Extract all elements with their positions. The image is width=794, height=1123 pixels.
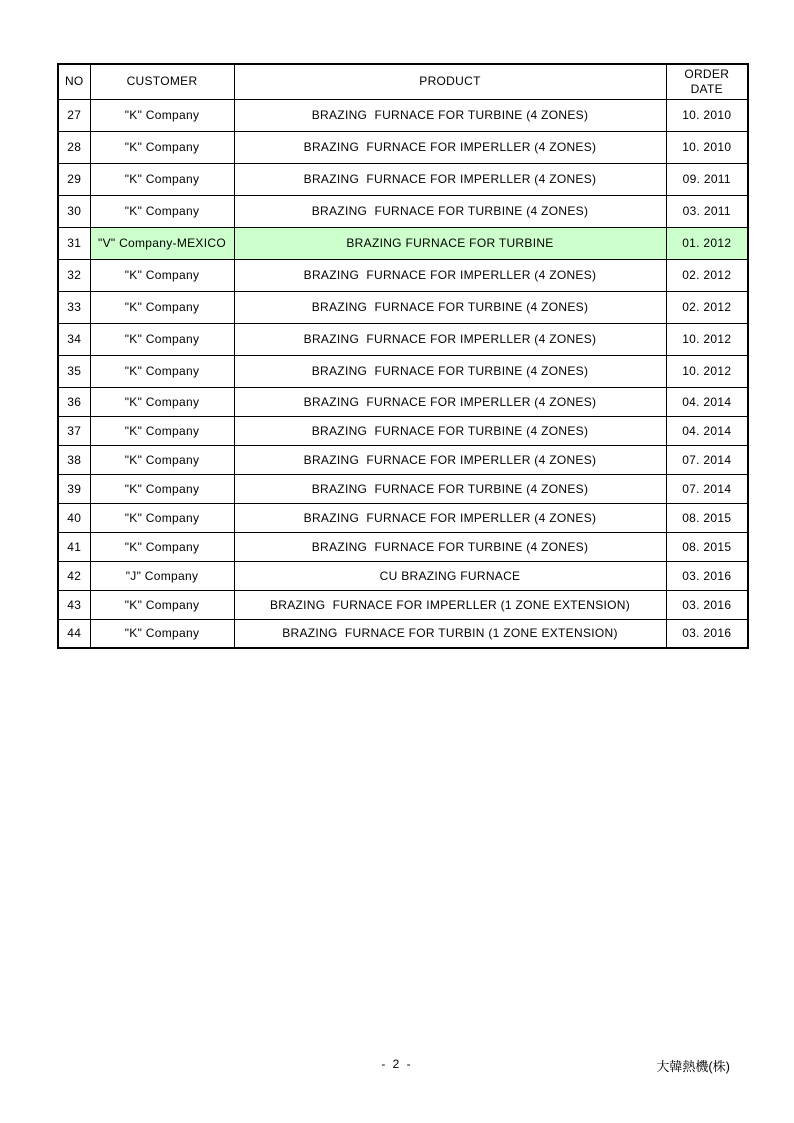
header-customer: CUSTOMER — [90, 64, 234, 99]
table-row — [58, 387, 748, 416]
cell-order-date: 02. 2012 — [666, 259, 748, 291]
cell-no: 34 — [58, 323, 90, 355]
cell-no: 27 — [58, 99, 90, 131]
table-row — [58, 445, 748, 474]
cell-order-date: 10. 2012 — [666, 355, 748, 387]
table-row — [58, 619, 748, 648]
cell-no: 35 — [58, 355, 90, 387]
cell-customer: "K" Company — [90, 387, 234, 416]
header-product: PRODUCT — [234, 64, 666, 99]
cell-order-date: 01. 2012 — [666, 227, 748, 259]
table-row — [58, 590, 748, 619]
cell-no: 43 — [58, 590, 90, 619]
cell-no: 31 — [58, 227, 90, 259]
cell-order-date: 04. 2014 — [666, 416, 748, 445]
table-row — [58, 291, 748, 323]
cell-customer: "J" Company — [90, 561, 234, 590]
order-reference-table — [57, 63, 749, 649]
cell-order-date: 09. 2011 — [666, 163, 748, 195]
table-row — [58, 355, 748, 387]
table-row — [58, 503, 748, 532]
table-row — [58, 131, 748, 163]
header-row — [58, 64, 748, 99]
cell-order-date: 10. 2012 — [666, 323, 748, 355]
table-row — [58, 474, 748, 503]
cell-product: BRAZING FURNACE FOR TURBINE (4 ZONES) — [234, 416, 666, 445]
cell-product: BRAZING FURNACE FOR IMPERLLER (1 ZONE EXTENSION) — [234, 590, 666, 619]
table-row — [58, 532, 748, 561]
cell-no: 36 — [58, 387, 90, 416]
order-table-body — [58, 99, 748, 648]
table-row — [58, 99, 748, 131]
cell-product: BRAZING FURNACE FOR IMPERLLER (4 ZONES) — [234, 503, 666, 532]
cell-customer: "K" Company — [90, 503, 234, 532]
cell-product: BRAZING FURNACE FOR TURBIN (1 ZONE EXTENSION) — [234, 619, 666, 648]
cell-product: CU BRAZING FURNACE — [234, 561, 666, 590]
cell-product: BRAZING FURNACE FOR TURBINE (4 ZONES) — [234, 291, 666, 323]
cell-customer: "K" Company — [90, 590, 234, 619]
cell-no: 32 — [58, 259, 90, 291]
table-row — [58, 416, 748, 445]
table-row — [58, 163, 748, 195]
cell-order-date: 10. 2010 — [666, 99, 748, 131]
cell-order-date: 08. 2015 — [666, 532, 748, 561]
cell-product: BRAZING FURNACE FOR TURBINE (4 ZONES) — [234, 195, 666, 227]
cell-no: 30 — [58, 195, 90, 227]
cell-product: BRAZING FURNACE FOR TURBINE (4 ZONES) — [234, 474, 666, 503]
cell-order-date: 07. 2014 — [666, 474, 748, 503]
cell-order-date: 03. 2016 — [666, 619, 748, 648]
cell-product: BRAZING FURNACE FOR IMPERLLER (4 ZONES) — [234, 259, 666, 291]
cell-product: BRAZING FURNACE FOR IMPERLLER (4 ZONES) — [234, 387, 666, 416]
cell-customer: "K" Company — [90, 355, 234, 387]
cell-product: BRAZING FURNACE FOR TURBINE (4 ZONES) — [234, 532, 666, 561]
cell-customer: "K" Company — [90, 291, 234, 323]
cell-order-date: 03. 2016 — [666, 561, 748, 590]
cell-customer: "K" Company — [90, 195, 234, 227]
cell-customer: "V" Company-MEXICO — [90, 227, 234, 259]
cell-product: BRAZING FURNACE FOR TURBINE (4 ZONES) — [234, 355, 666, 387]
cell-product: BRAZING FURNACE FOR IMPERLLER (4 ZONES) — [234, 445, 666, 474]
cell-no: 28 — [58, 131, 90, 163]
cell-customer: "K" Company — [90, 259, 234, 291]
table-row — [58, 195, 748, 227]
cell-no: 41 — [58, 532, 90, 561]
cell-customer: "K" Company — [90, 474, 234, 503]
cell-product: BRAZING FURNACE FOR IMPERLLER (4 ZONES) — [234, 163, 666, 195]
cell-no: 42 — [58, 561, 90, 590]
table-row — [58, 561, 748, 590]
page-number: - 2 - — [381, 1057, 413, 1071]
cell-order-date: 02. 2012 — [666, 291, 748, 323]
cell-customer: "K" Company — [90, 323, 234, 355]
cell-customer: "K" Company — [90, 163, 234, 195]
table-row — [58, 323, 748, 355]
cell-order-date: 10. 2010 — [666, 131, 748, 163]
footer-company-name: 大韓熱機(株) — [656, 1059, 730, 1074]
cell-product: BRAZING FURNACE FOR TURBINE — [234, 227, 666, 259]
header-no: NO — [58, 64, 90, 99]
cell-product: BRAZING FURNACE FOR IMPERLLER (4 ZONES) — [234, 131, 666, 163]
cell-order-date: 04. 2014 — [666, 387, 748, 416]
cell-product: BRAZING FURNACE FOR IMPERLLER (4 ZONES) — [234, 323, 666, 355]
cell-order-date: 07. 2014 — [666, 445, 748, 474]
cell-order-date: 03. 2016 — [666, 590, 748, 619]
cell-no: 39 — [58, 474, 90, 503]
cell-no: 44 — [58, 619, 90, 648]
cell-customer: "K" Company — [90, 445, 234, 474]
cell-no: 40 — [58, 503, 90, 532]
table-row — [58, 259, 748, 291]
cell-product: BRAZING FURNACE FOR TURBINE (4 ZONES) — [234, 99, 666, 131]
cell-no: 38 — [58, 445, 90, 474]
cell-order-date: 08. 2015 — [666, 503, 748, 532]
cell-customer: "K" Company — [90, 131, 234, 163]
cell-customer: "K" Company — [90, 416, 234, 445]
table-row — [58, 227, 748, 259]
cell-no: 33 — [58, 291, 90, 323]
cell-customer: "K" Company — [90, 99, 234, 131]
cell-no: 37 — [58, 416, 90, 445]
cell-customer: "K" Company — [90, 619, 234, 648]
table-header — [58, 64, 748, 99]
header-order-date: ORDER DATE — [666, 64, 748, 99]
cell-customer: "K" Company — [90, 532, 234, 561]
cell-no: 29 — [58, 163, 90, 195]
cell-order-date: 03. 2011 — [666, 195, 748, 227]
